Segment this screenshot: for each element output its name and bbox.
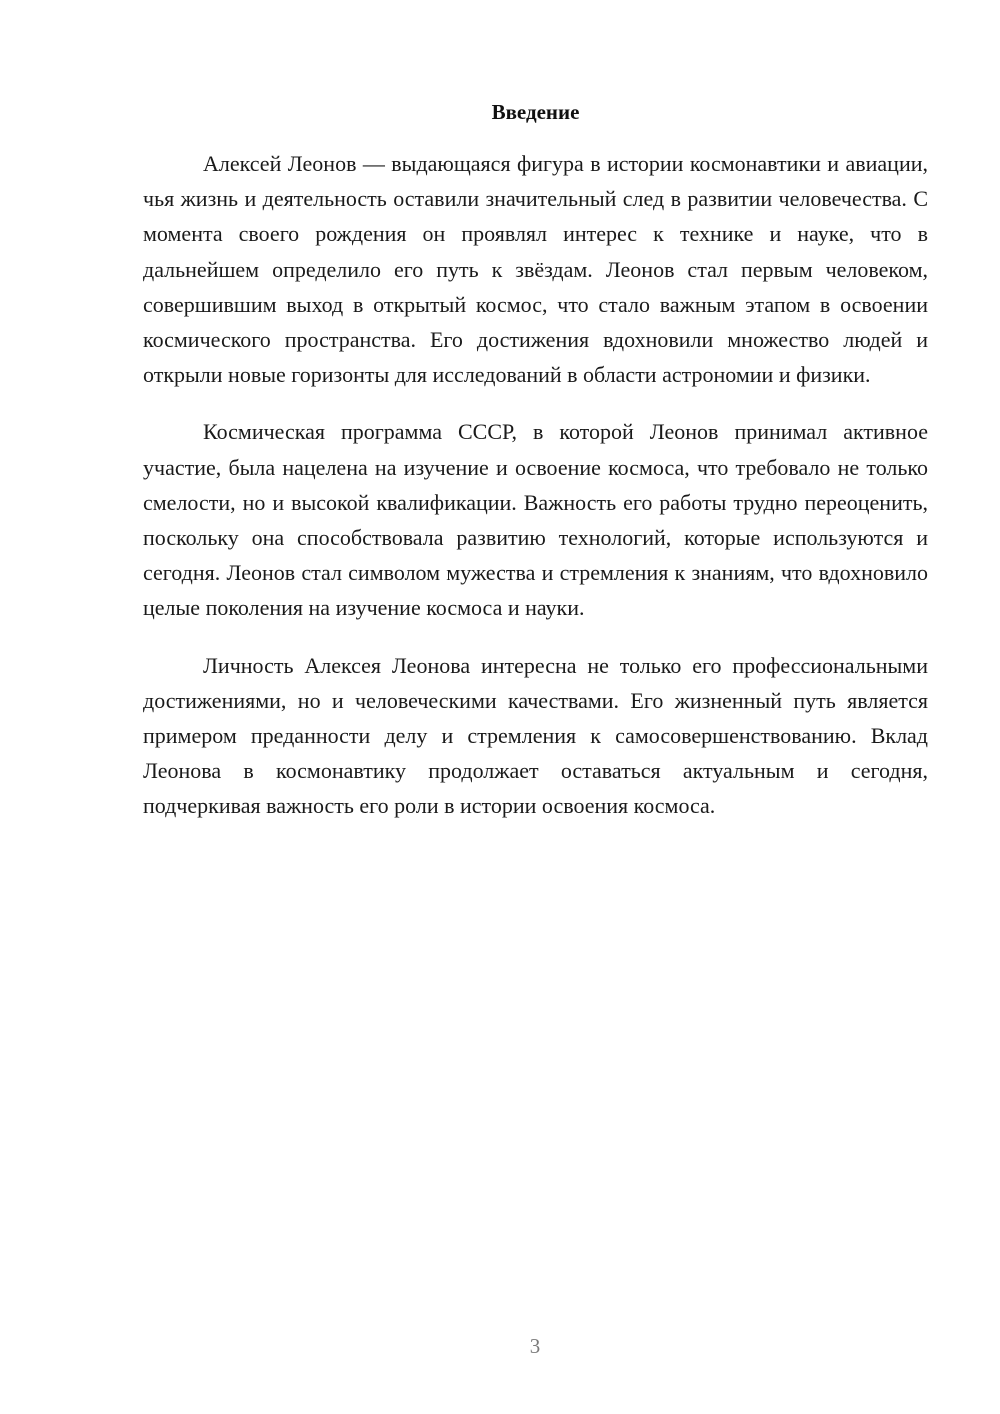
page-number: 3: [529, 1334, 541, 1358]
paragraph-personality: Личность Алексея Леонова интересна не только его профессиональными достижениями, но и человеческими качествами. Его жизненный путь является примером преданности делу и стремления к самосовершенствованию. Вклад Леонова в космонавтику продолжает оставаться актуальным и сегодня, подчеркивая важность его роли в истории освоения космоса.: [143, 652, 928, 819]
paragraph-intro: Алексей Леонов — выдающаяся фигура в истории космонавтики и авиации, чья жизнь и деятельность оставили значительный след в развитии человечества. С момента своего рождения он проявлял интерес к технике и науке, что в дальнейшем определило его путь к звёздам. Леонов стал первым человеком, совершившим выход в открытый космос, что стало важным этапом в освоении космического пространства. Его достижения вдохновили множество людей и открыли новые горизонты для исследований в области астрономии и физики.: [143, 151, 928, 388]
paragraph-space-program: Космическая программа СССР, в которой Леонов принимал активное участие, была нацелена на изучение и освоение космоса, что требовало не только смелости, но и высокой квалификации. Важность его работы трудно переоценить, поскольку она способствовала развитию технологий, которые используются и сегодня. Леонов стал символом мужества и стремления к знаниям, что вдохновило целые поколения на изучение космоса и науки.: [143, 419, 928, 621]
section-heading: Введение: [491, 100, 580, 124]
page-content: [143, 98, 928, 846]
